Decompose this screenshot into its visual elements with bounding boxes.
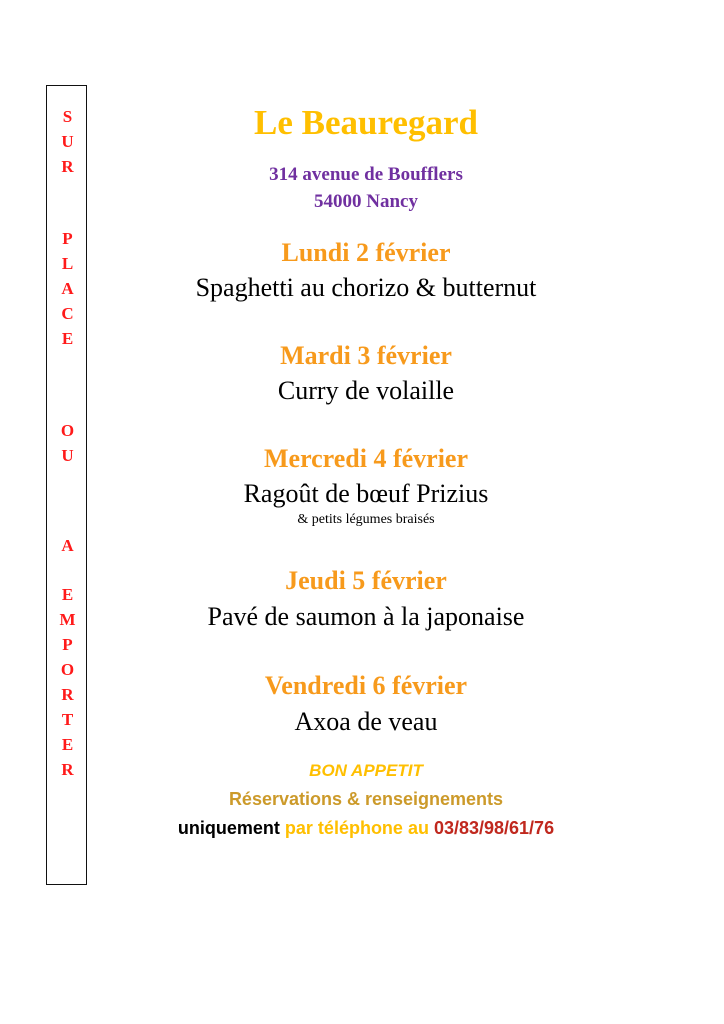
banner-letter: P <box>62 635 73 654</box>
menu-dish: Axoa de veau <box>294 707 438 736</box>
side-banner <box>46 85 87 885</box>
address-street: 314 avenue de Boufflers <box>269 164 463 185</box>
address-city: 54000 Nancy <box>314 191 418 212</box>
banner-letter: T <box>61 710 74 729</box>
bon-appetit: BON APPETIT <box>309 761 423 780</box>
par-telephone-text: par téléphone au <box>284 818 429 838</box>
banner-letter: E <box>61 329 74 348</box>
banner-letter: U <box>61 132 74 151</box>
banner-letter: R <box>61 157 74 176</box>
menu-dish: Spaghetti au chorizo & butternut <box>195 273 537 302</box>
banner-letter: S <box>62 107 73 126</box>
banner-letter: C <box>61 304 74 323</box>
banner-letter: A <box>61 279 74 298</box>
banner-letter: E <box>61 585 74 604</box>
banner-letter: M <box>59 610 76 629</box>
banner-letter: O <box>60 421 75 440</box>
phone-number: 03/83/98/61/76 <box>433 818 555 838</box>
banner-letter: P <box>62 229 73 248</box>
phone-line <box>88 818 644 839</box>
menu-dish: Pavé de saumon à la japonaise <box>207 602 525 631</box>
banner-letter: L <box>61 254 74 273</box>
banner-letter: E <box>61 735 74 754</box>
menu-dish-note: & petits légumes braisés <box>297 512 435 527</box>
restaurant-name: Le Beauregard <box>254 103 478 142</box>
menu-day: Mardi 3 février <box>280 341 452 370</box>
menu-day: Vendredi 6 février <box>264 671 468 700</box>
menu-day: Jeudi 5 février <box>285 566 447 595</box>
reservations-line: Réservations & renseignements <box>228 789 504 809</box>
menu-day: Mercredi 4 février <box>263 444 469 473</box>
banner-letter: A <box>61 536 74 555</box>
banner-letter: U <box>61 446 74 465</box>
banner-letter: O <box>60 660 75 679</box>
banner-letter: R <box>61 760 74 779</box>
menu-day: Lundi 2 février <box>281 238 451 267</box>
uniquement-text: uniquement <box>177 818 280 838</box>
menu-dish: Curry de volaille <box>277 376 455 405</box>
menu-dish: Ragoût de bœuf Prizius <box>243 479 489 508</box>
banner-letter: R <box>61 685 74 704</box>
